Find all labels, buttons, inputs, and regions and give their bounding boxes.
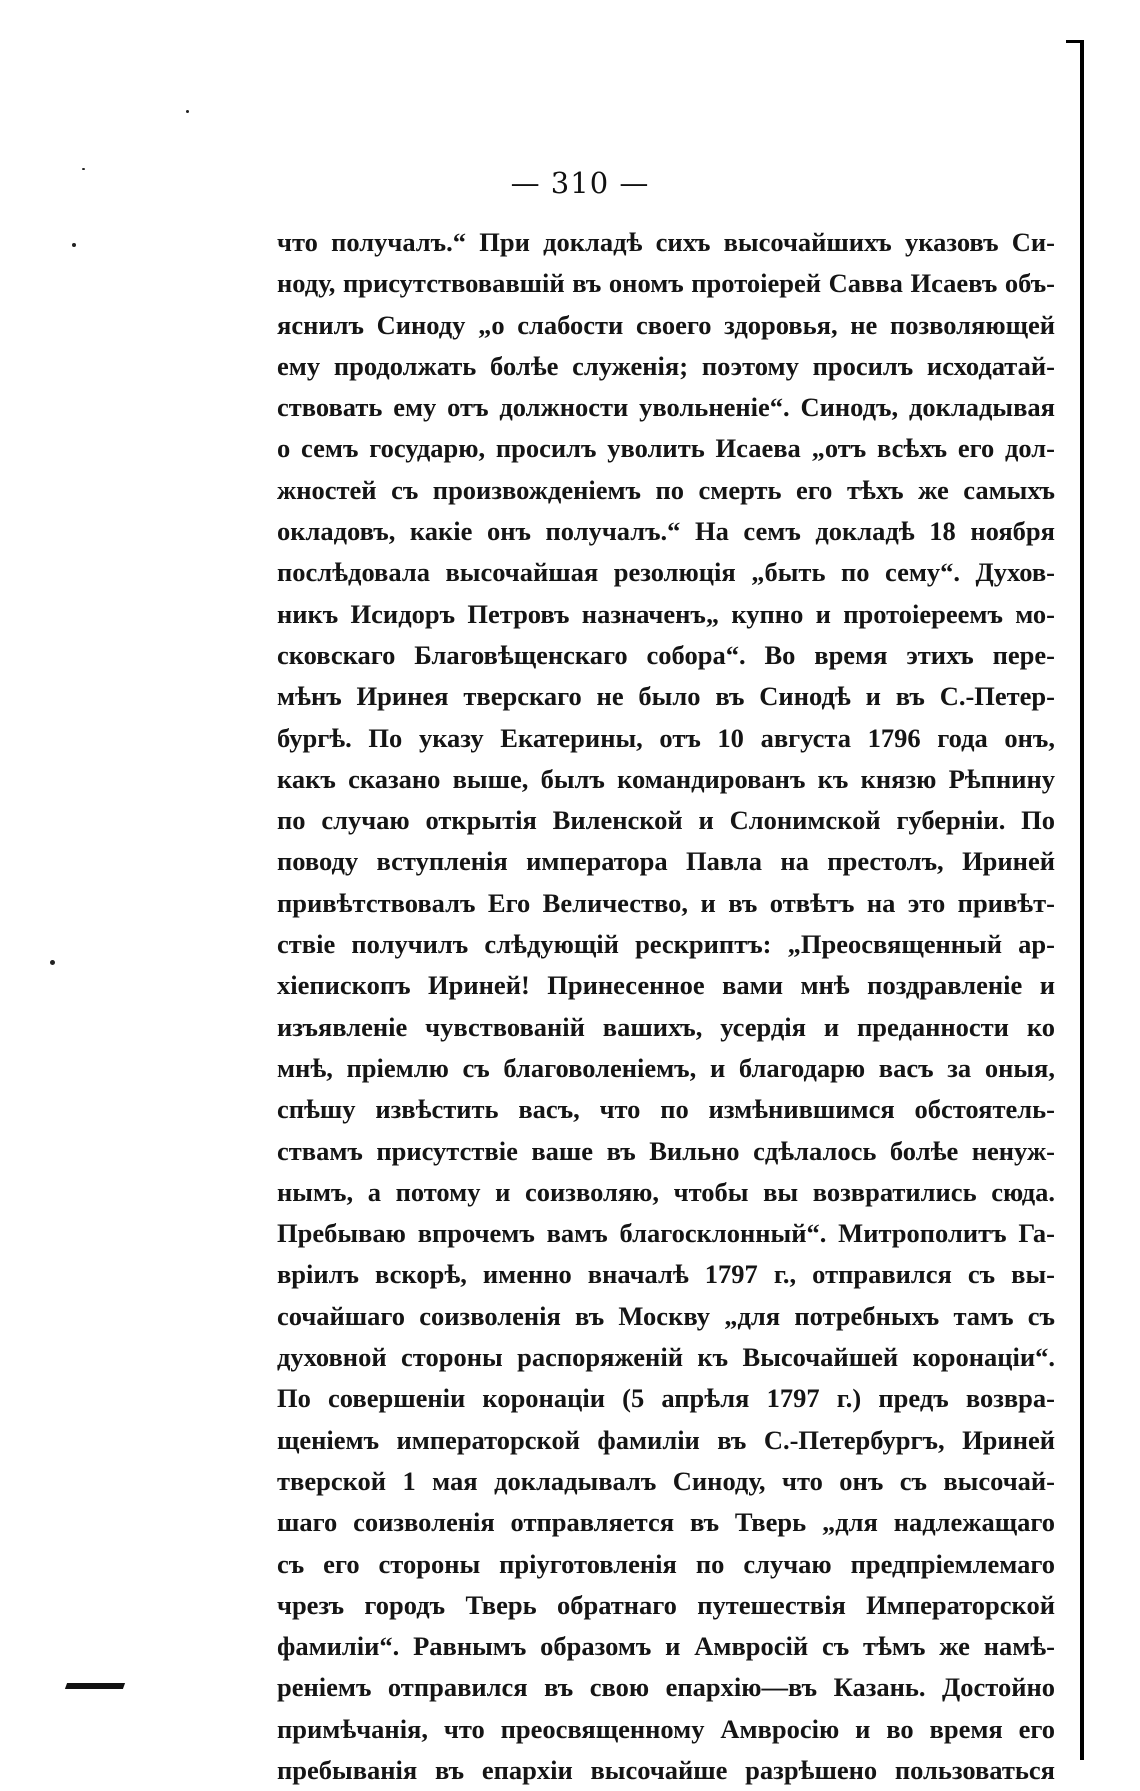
- text-line: что получалъ.“ При докладѣ сихъ высочайшихъ указовъ Си-: [277, 227, 1055, 257]
- text-line: никъ Исидоръ Петровъ назначенъ„ купно и протоіереемъ мо-: [277, 598, 1055, 629]
- text-line: сочайшаго соизволенія въ Москву „для потребныхъ тамъ съ: [277, 1300, 1055, 1331]
- margin-speck: [72, 243, 76, 247]
- text-line: изъявленіе чувствованій вашихъ, усердія и преданности ко: [277, 1011, 1055, 1042]
- text-line: пребыванія въ епархіи высочайше разрѣшено пользоваться: [277, 1754, 1055, 1785]
- scan-smudge: [65, 1683, 125, 1689]
- text-line: какъ сказано выше, былъ командированъ къ князю Рѣпнину: [277, 763, 1055, 794]
- text-line: реніемъ отправился въ свою епархію—въ Казань. Достойно: [277, 1672, 1055, 1703]
- text-line: ему продолжать болѣе служенія; поэтому просилъ исходатай-: [277, 350, 1055, 381]
- text-line: мѣнъ Иринея тверскаго не было въ Синодѣ и въ С.-Петер-: [277, 681, 1055, 712]
- text-line: привѣтствовалъ Его Величество, и въ отвѣтъ на это привѣт-: [277, 887, 1055, 918]
- text-line: по случаю открытія Виленской и Слонимской губерніи. По: [277, 805, 1055, 836]
- page-number: — 310 —: [510, 166, 650, 200]
- body-text: [277, 222, 1055, 1791]
- text-line: окладовъ, какіе онъ получалъ.“ На семъ докладѣ 18 ноября: [277, 516, 1055, 547]
- text-line: мнѣ, пріемлю съ благоволеніемъ, и благодарю васъ за оныя,: [277, 1052, 1055, 1083]
- binding-edge-tick: [1066, 40, 1084, 43]
- text-line: спѣшу извѣстить васъ, что по измѣнившимся обстоятель-: [277, 1094, 1055, 1125]
- margin-speck: [186, 110, 189, 113]
- text-line: съ его стороны пріуготовленія по случаю предпріемлемаго: [277, 1548, 1055, 1579]
- text-line: тверской 1 мая докладывалъ Синоду, что онъ съ высочай-: [277, 1465, 1055, 1496]
- text-line: ствовать ему отъ должности увольненіе“. Синодъ, докладывая: [277, 392, 1055, 423]
- text-line: о семъ государю, просилъ уволить Исаева „отъ всѣхъ его дол-: [277, 433, 1055, 464]
- margin-speck: [50, 960, 55, 965]
- text-line: вріилъ вскорѣ, именно вначалѣ 1797 г., отправился съ вы-: [277, 1259, 1055, 1290]
- text-line: поводу вступленія императора Павла на престолъ, Ириней: [277, 846, 1055, 877]
- text-line: нымъ, а потому и соизволяю, чтобы вы возвратились сюда.: [277, 1176, 1055, 1207]
- text-line: послѣдовала высочайшая резолюція „быть по сему“. Духов-: [277, 557, 1055, 588]
- text-line: примѣчанія, что преосвященному Амвросію и во время его: [277, 1713, 1055, 1744]
- text-line: ноду, присутствовавшій въ ономъ протоіерей Савва Исаевъ объ-: [277, 268, 1055, 299]
- text-line: чрезъ городъ Тверь обратнаго путешествія Императорской: [277, 1589, 1055, 1620]
- text-line: ствамъ присутствіе ваше въ Вильно сдѣлалось болѣе ненуж-: [277, 1135, 1055, 1166]
- text-line: По совершеніи коронаціи (5 апрѣля 1797 г.) предъ возвра-: [277, 1383, 1055, 1414]
- text-line: яснилъ Синоду „о слабости своего здоровья, не позволяющей: [277, 309, 1055, 340]
- text-line: Пребываю впрочемъ вамъ благосклонный“. Митрополитъ Га-: [277, 1218, 1055, 1249]
- text-line: хіепископъ Ириней! Принесенное вами мнѣ поздравленіе и: [277, 970, 1055, 1001]
- text-line: сковскаго Благовѣщенскаго собора“. Во время этихъ пере-: [277, 639, 1055, 670]
- text-line: щеніемъ императорской фамиліи въ С.-Петербургъ, Ириней: [277, 1424, 1055, 1455]
- text-line: духовной стороны распоряженій къ Высочайшей коронаціи“.: [277, 1342, 1055, 1373]
- text-line: шаго соизволенія отправляется въ Тверь „для надлежащаго: [277, 1507, 1055, 1538]
- binding-edge-rule: [1080, 40, 1084, 1760]
- text-line: бургѣ. По указу Екатерины, отъ 10 августа 1796 года онъ,: [277, 722, 1055, 753]
- text-line: фамиліи“. Равнымъ образомъ и Амвросій съ тѣмъ же намѣ-: [277, 1631, 1055, 1662]
- text-line: ствіе получилъ слѣдующій рескриптъ: „Преосвященный ар-: [277, 929, 1055, 960]
- text-line: жностей съ произвожденіемъ по смерть его тѣхъ же самыхъ: [277, 474, 1055, 505]
